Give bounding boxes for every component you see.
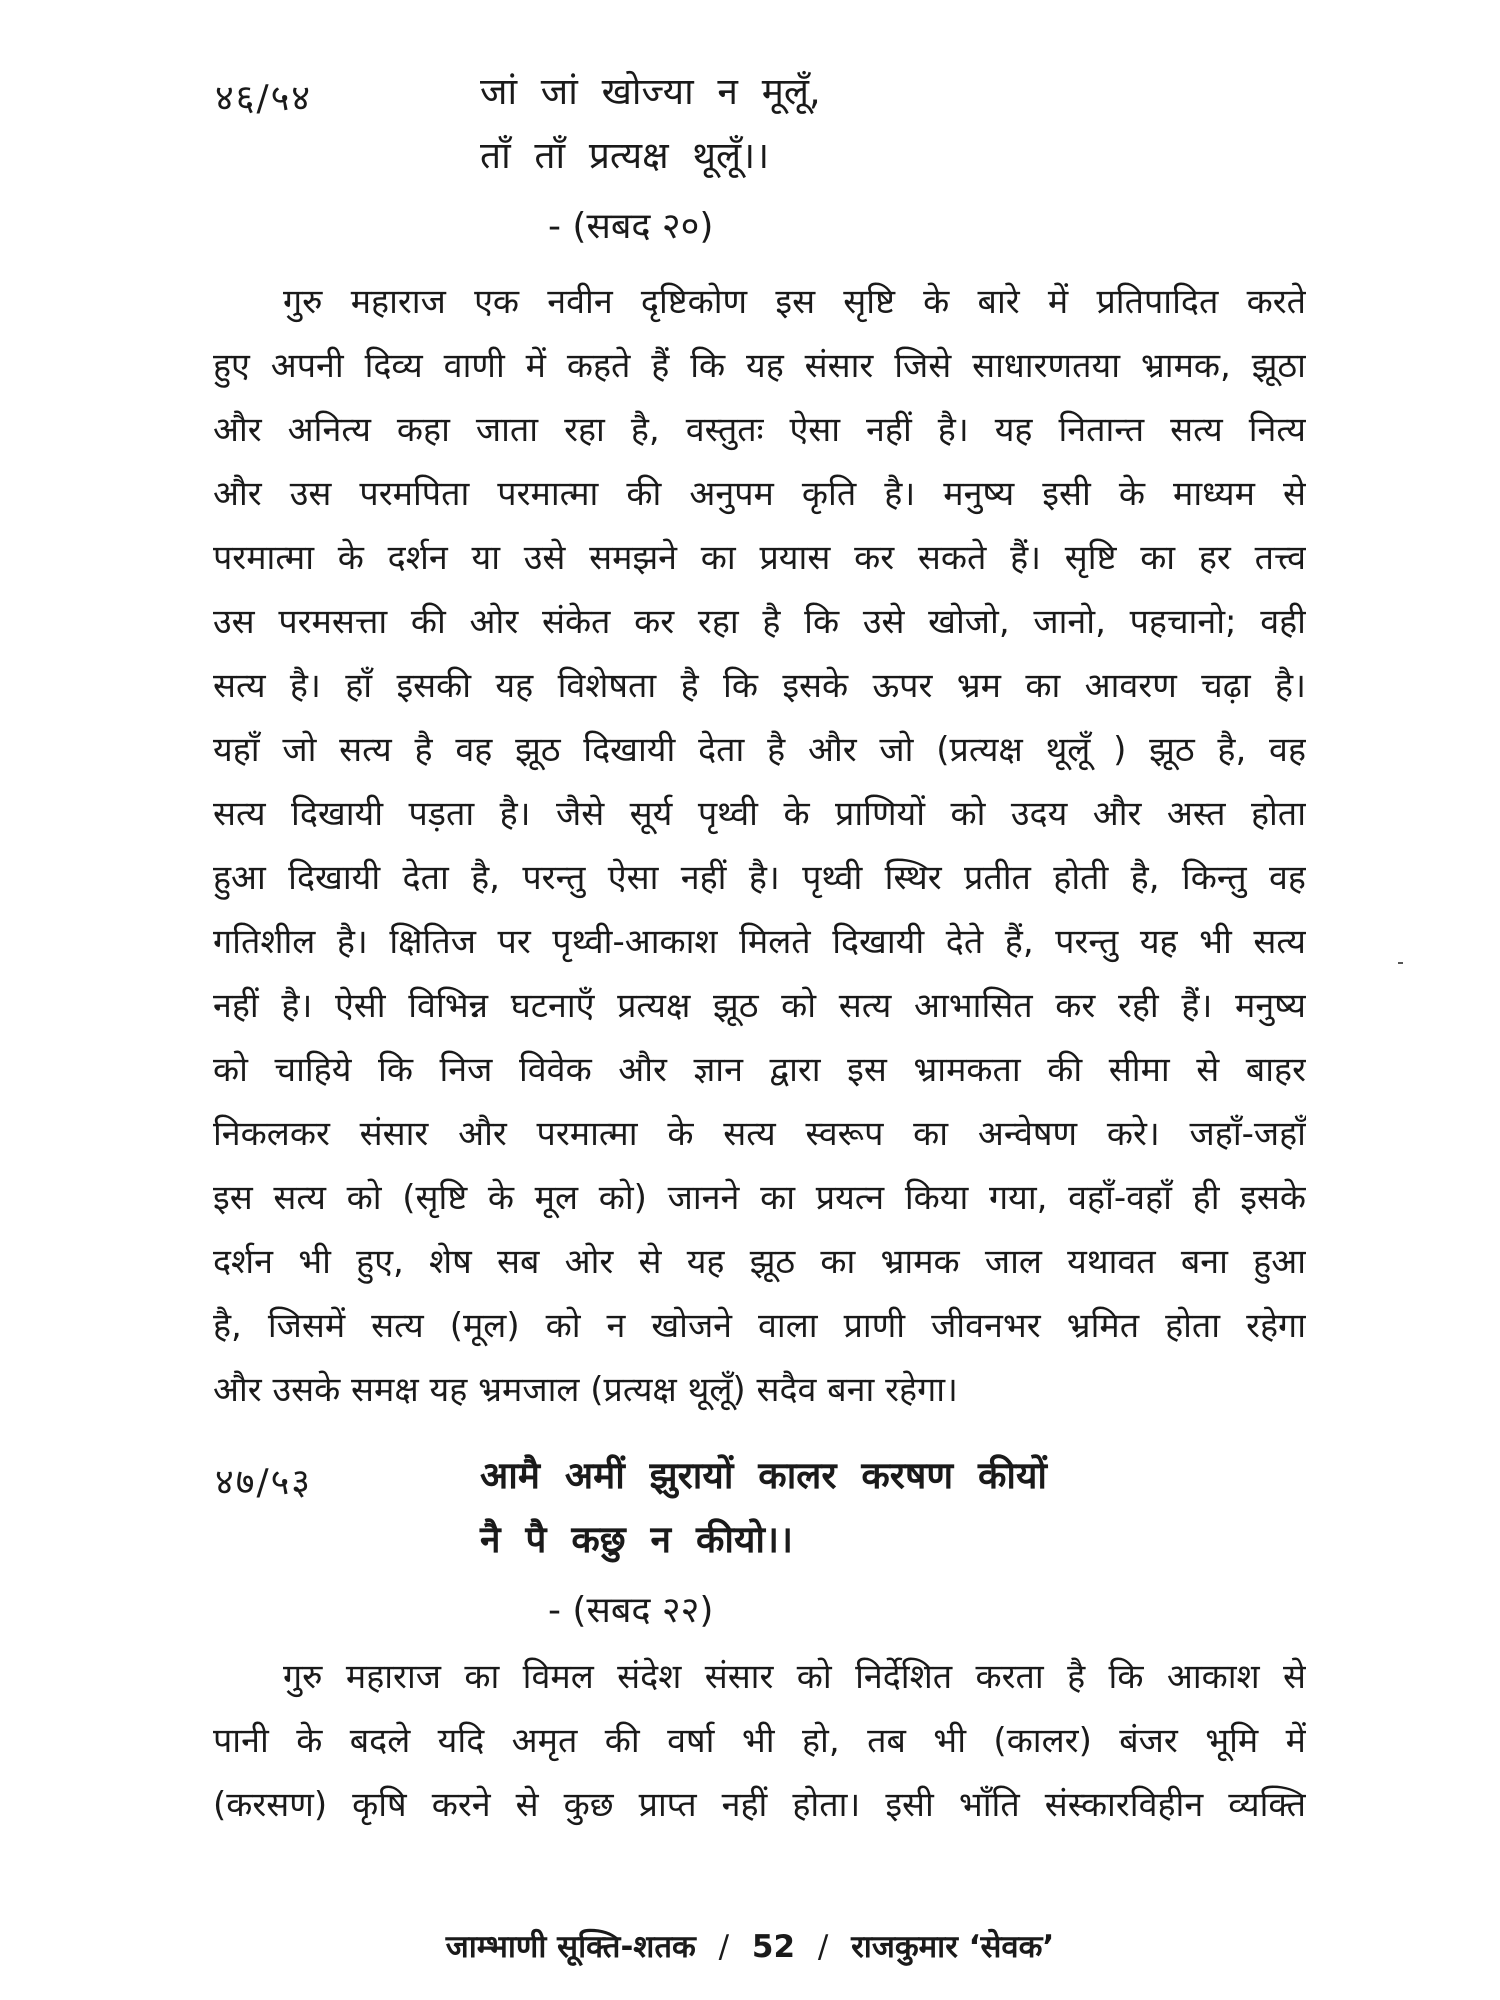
verse-number: ४७/५३ — [215, 1462, 313, 1503]
paragraph-line: हुआ दिखायी देता है, परन्तु ऐसा नहीं है। पृथ्वी स्थिर प्रतीत होती है, किन्तु वह — [213, 858, 1306, 898]
verse-line: आमै अमीं झुरायों कालर करषण कीयों — [480, 1454, 1047, 1497]
paragraph-line: पानी के बदले यदि अमृत की वर्षा भी हो, तब भी (कालर) बंजर भूमि में — [213, 1721, 1306, 1761]
paragraph-line: और अनित्य कहा जाता रहा है, वस्तुतः ऐसा नहीं है। यह नितान्त सत्य नित्य — [213, 410, 1306, 450]
verse-lines — [480, 1444, 1047, 1572]
paragraph-line: यहाँ जो सत्य है वह झूठ दिखायी देता है और जो (प्रत्यक्ष थूलूँ ) झूठ है, वह — [213, 730, 1306, 770]
commentary-paragraph — [213, 270, 1306, 1422]
paragraph-line: को चाहिये कि निज विवेक और ज्ञान द्वारा इस भ्रामकता की सीमा से बाहर — [213, 1050, 1306, 1090]
page-footer — [0, 1925, 1500, 1967]
commentary-paragraph — [213, 1645, 1306, 1837]
verse-47 — [215, 1444, 1315, 1574]
verse-citation: - (सबद २२) — [548, 1590, 714, 1631]
verse-line: ताँ ताँ प्रत्यक्ष थूलूँ।। — [480, 134, 770, 177]
paragraph-line: है, जिसमें सत्य (मूल) को न खोजने वाला प्राणी जीवनभर भ्रमित होता रहेगा — [213, 1306, 1306, 1346]
verse-46 — [215, 60, 1315, 260]
paragraph-line: गुरु महाराज का विमल संदेश संसार को निर्देशित करता है कि आकाश से — [283, 1657, 1306, 1697]
paragraph-line: (करसण) कृषि करने से कुछ प्राप्त नहीं होता। इसी भाँति संस्कारविहीन व्यक्ति — [213, 1785, 1306, 1825]
footer-book-title: जाम्भाणी सूक्ति-शतक — [445, 1929, 696, 1965]
paragraph-line: उस परमसत्ता की ओर संकेत कर रहा है कि उसे खोजो, जानो, पहचानो; वही — [213, 602, 1306, 642]
paragraph-line: परमात्मा के दर्शन या उसे समझने का प्रयास कर सकते हैं। सृष्टि का हर तत्त्व — [213, 538, 1306, 578]
verse-lines — [480, 60, 821, 188]
paragraph-line: और उसके समक्ष यह भ्रमजाल (प्रत्यक्ष थूलूँ) सदैव बना रहेगा। — [213, 1370, 958, 1410]
footer-author: राजकुमार ‘सेवक’ — [851, 1929, 1055, 1965]
footer-page-number: 52 — [751, 1929, 796, 1965]
paragraph-line: गतिशील है। क्षितिज पर पृथ्वी-आकाश मिलते दिखायी देते हैं, परन्तु यह भी सत्य — [213, 922, 1306, 962]
paragraph-line: गुरु महाराज एक नवीन दृष्टिकोण इस सृष्टि के बारे में प्रतिपादित करते — [283, 282, 1306, 322]
footer-separator: / — [718, 1929, 730, 1965]
verse-number: ४६/५४ — [215, 78, 313, 119]
verse-line: जां जां खोज्या न मूलूँ, — [480, 70, 821, 113]
verse-citation: - (सबद २०) — [548, 206, 714, 247]
scan-speck — [1398, 962, 1403, 964]
paragraph-line: सत्य दिखायी पड़ता है। जैसे सूर्य पृथ्वी के प्राणियों को उदय और अस्त होता — [213, 794, 1306, 834]
verse-line: नै पै कछु न कीयो।। — [480, 1518, 794, 1561]
paragraph-line: और उस परमपिता परमात्मा की अनुपम कृति है। मनुष्य इसी के माध्यम से — [213, 474, 1306, 514]
paragraph-line: नहीं है। ऐसी विभिन्न घटनाएँ प्रत्यक्ष झूठ को सत्य आभासित कर रही हैं। मनुष्य — [213, 986, 1306, 1026]
paragraph-line: इस सत्य को (सृष्टि के मूल को) जानने का प्रयत्न किया गया, वहाँ-वहाँ ही इसके — [213, 1178, 1306, 1218]
footer-separator: / — [817, 1929, 829, 1965]
paragraph-line: सत्य है। हाँ इसकी यह विशेषता है कि इसके ऊपर भ्रम का आवरण चढ़ा है। — [213, 666, 1306, 706]
paragraph-line: निकलकर संसार और परमात्मा के सत्य स्वरूप का अन्वेषण करे। जहाँ-जहाँ — [213, 1114, 1306, 1154]
paragraph-line: दर्शन भी हुए, शेष सब ओर से यह झूठ का भ्रामक जाल यथावत बना हुआ — [213, 1242, 1306, 1282]
paragraph-line: हुए अपनी दिव्य वाणी में कहते हैं कि यह संसार जिसे साधारणतया भ्रामक, झूठा — [213, 346, 1306, 386]
